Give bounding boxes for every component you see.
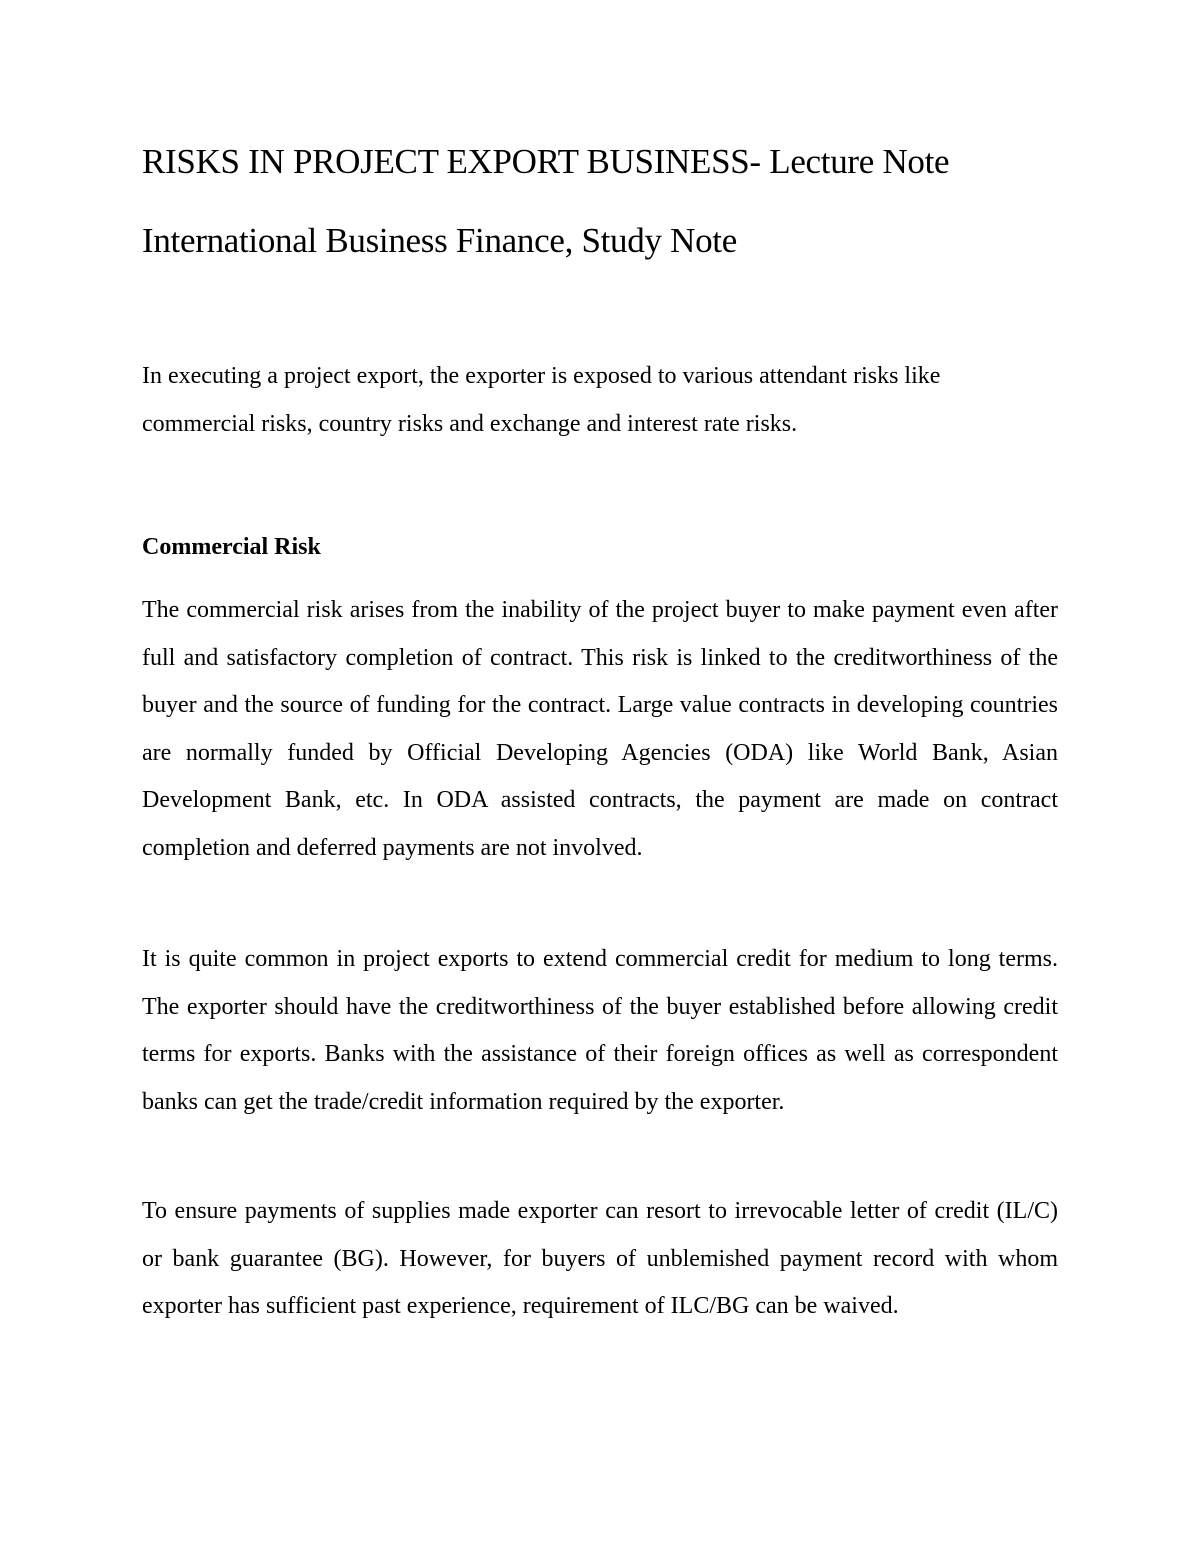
- intro-paragraph: In executing a project export, the exporter is exposed to various attendant risks like commercial risks, country risks and exchange and interest rate risks.: [142, 363, 941, 437]
- section-heading-commercial-risk: Commercial Risk: [142, 534, 321, 560]
- document-title: RISKS IN PROJECT EXPORT BUSINESS- Lecture Note: [142, 142, 950, 181]
- body-paragraph: To ensure payments of supplies made exporter can resort to irrevocable letter of credit (IL/C) or bank guarantee (BG). However, for buyers of unblemished payment record with whom exporter has sufficient past experience, requirement of ILC/BG can be waived.: [142, 1198, 1058, 1319]
- document-subtitle: International Business Finance, Study Note: [142, 221, 737, 260]
- body-paragraph: It is quite common in project exports to extend commercial credit for medium to long terms. The exporter should have the creditworthiness of the buyer established before allowing credit terms for exports. Banks with the assistance of their foreign offices as well as correspondent banks can get the trade/credit information required by the exporter.: [142, 946, 1058, 1115]
- body-paragraph: The commercial risk arises from the inability of the project buyer to make payment even after full and satisfactory completion of contract. This risk is linked to the creditworthiness of the buyer and the source of funding for the contract. Large value contracts in developing countries are normally funded by Official Developing Agencies (ODA) like World Bank, Asian Development Bank, etc. In ODA assisted contracts, the payment are made on contract completion and deferred payments are not involved.: [142, 597, 1058, 861]
